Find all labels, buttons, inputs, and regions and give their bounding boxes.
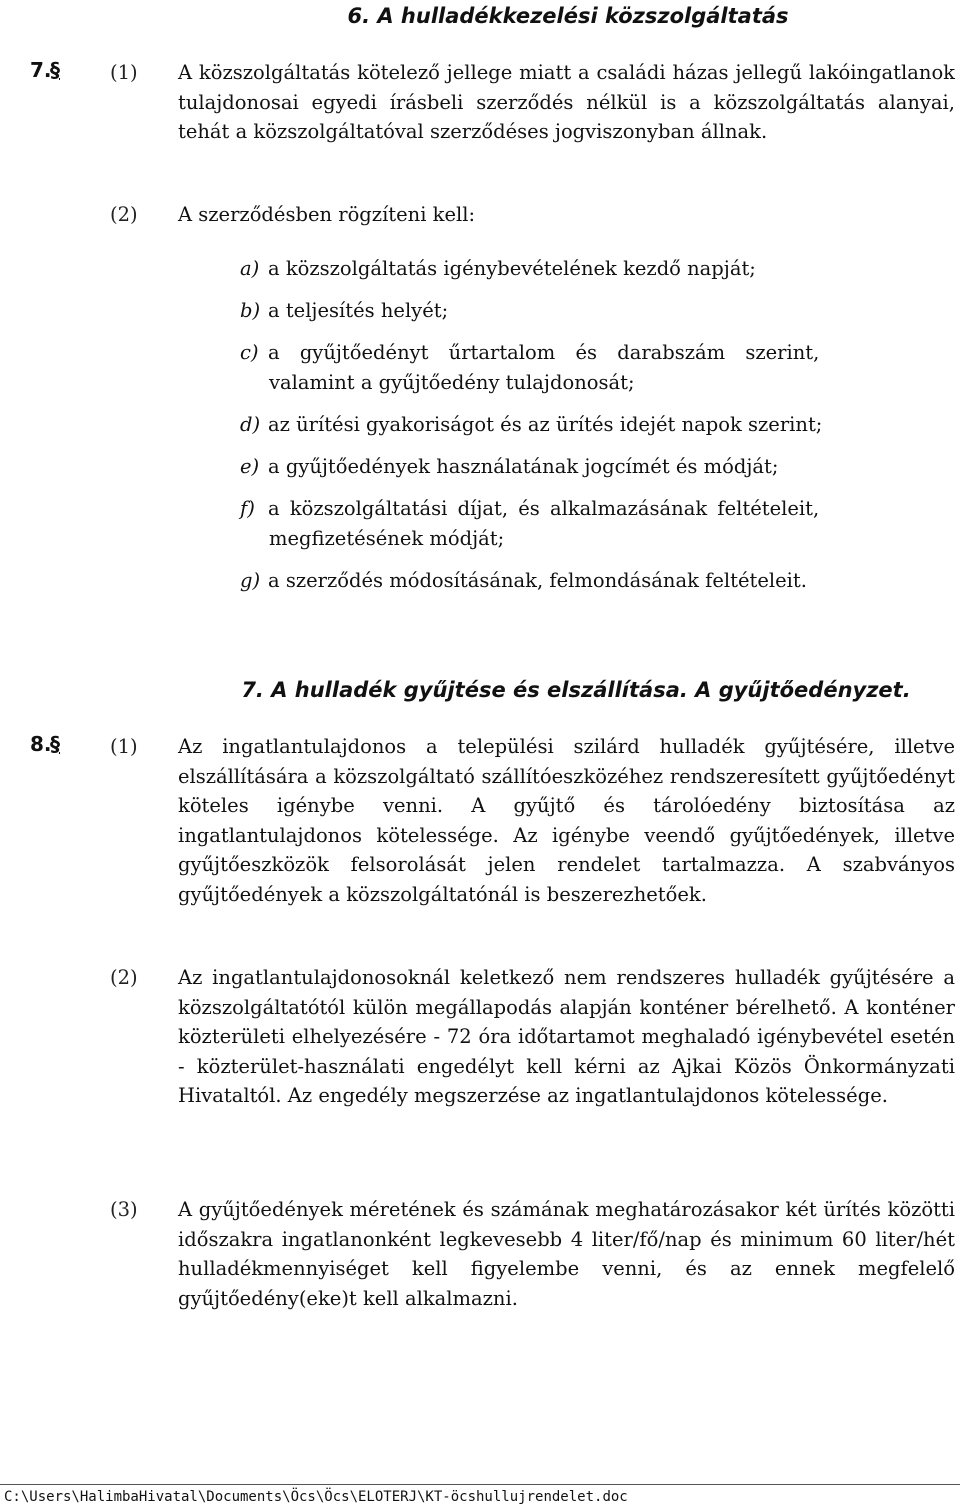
list-item bbox=[240, 566, 956, 596]
subsection-number: (2) bbox=[110, 966, 138, 989]
item-text: a teljesítés helyét; bbox=[268, 299, 449, 322]
item-letter: g) bbox=[240, 569, 261, 592]
list-item bbox=[240, 254, 956, 284]
section-heading-6: 6. A hulladékkezelési közszolgáltatás bbox=[347, 4, 789, 28]
file-path-footer: C:\Users\HalimbaHivatal\Documents\Öcs\Öcs\ELOTERJ\KT-öcshullujrendelet.doc bbox=[4, 1489, 628, 1505]
subsection-number: (1) bbox=[110, 61, 138, 84]
item-text: a közszolgáltatás igénybevételének kezdő napját; bbox=[268, 257, 756, 280]
subsection-number: (1) bbox=[110, 735, 138, 758]
footer-divider bbox=[0, 1484, 960, 1485]
item-letter: e) bbox=[240, 455, 260, 478]
subsection-number: (3) bbox=[110, 1198, 138, 1221]
list-item bbox=[240, 338, 956, 397]
item-text: az ürítési gyakoriságot és az ürítés idejét napok szerint; bbox=[268, 413, 823, 436]
subsection-text: A gyűjtőedények méretének és számának meghatározásakor két ürítés közötti időszakra ingatlanonként legkevesebb 4 liter/fő/nap és minimum 60 liter/hét hulladékmennyiséget kell figyelembe venni, és az ennek megfelelő gyűjtőedény(eke)t kell alkalmazni. bbox=[178, 1198, 955, 1310]
subsection-text: A szerződésben rögzíteni kell: bbox=[178, 203, 476, 226]
subsection-number: (2) bbox=[110, 203, 138, 226]
paragraph-number-8: 8. bbox=[30, 732, 52, 756]
subsection-text: Az ingatlantulajdonosoknál keletkező nem rendszeres hulladék gyűjtésére a közszolgáltatótól külön megállapodás alapján konténer bérelhető. A konténer közterületi elhelyezésére - 72 óra időtartamot meghaladó igénybevétel esetén - közterület-használati engedélyt kell kérni az Ajkai Közös Önkormányzati Hivataltól. Az engedély megszerzése az ingatlantulajdonos kötelessége. bbox=[178, 966, 955, 1107]
item-letter: d) bbox=[240, 413, 261, 436]
section-sign-7: § bbox=[50, 58, 60, 82]
item-text: a szerződés módosításának, felmondásának feltételeit. bbox=[268, 569, 807, 592]
item-letter: f) bbox=[240, 497, 255, 520]
item-text-continued: valamint a gyűjtőedény tulajdonosát; bbox=[269, 370, 635, 394]
item-letter: a) bbox=[240, 257, 260, 280]
item-letter: b) bbox=[240, 299, 261, 322]
paragraph-number-7: 7. bbox=[30, 58, 52, 82]
list-item bbox=[240, 410, 956, 440]
list-item bbox=[240, 452, 956, 482]
list-item bbox=[240, 494, 956, 553]
list-item bbox=[240, 296, 956, 326]
item-letter: c) bbox=[240, 341, 259, 364]
item-text: a gyűjtőedények használatának jogcímét és módját; bbox=[268, 455, 779, 478]
subsection-text: Az ingatlantulajdonos a települési szilárd hulladék gyűjtésére, illetve elszállítására a közszolgáltató szállítóeszközéhez rendszeresített gyűjtőedényt köteles igénybe venni. A gyűjtő és tárolóedény biztosítása az ingatlantulajdonos kötelessége. Az igénybe veendő gyűjtőedények, illetve gyűjtőeszközök felsorolását jelen rendelet tartalmazza. A szabványos gyűjtőedények a közszolgáltatónál is beszerezhetőek. bbox=[178, 735, 955, 906]
item-text-continued: megfizetésének módját; bbox=[269, 526, 505, 550]
subsection-text: A közszolgáltatás kötelező jellege miatt a családi házas jellegű lakóingatlanok tulajdonosai egyedi írásbeli szerződés nélkül is a közszolgáltatás alanyai, tehát a közszolgáltatóval szerződéses jogviszonyban állnak. bbox=[178, 61, 955, 143]
section-heading-7: 7. A hulladék gyűjtése és elszállítása. A gyűjtőedényzet. bbox=[241, 678, 911, 702]
item-text: a gyűjtőedényt űrtartalom és darabszám szerint, bbox=[268, 341, 820, 364]
section-sign-8: § bbox=[50, 732, 60, 756]
item-text: a közszolgáltatási díjat, és alkalmazásának feltételeit, bbox=[268, 497, 820, 520]
